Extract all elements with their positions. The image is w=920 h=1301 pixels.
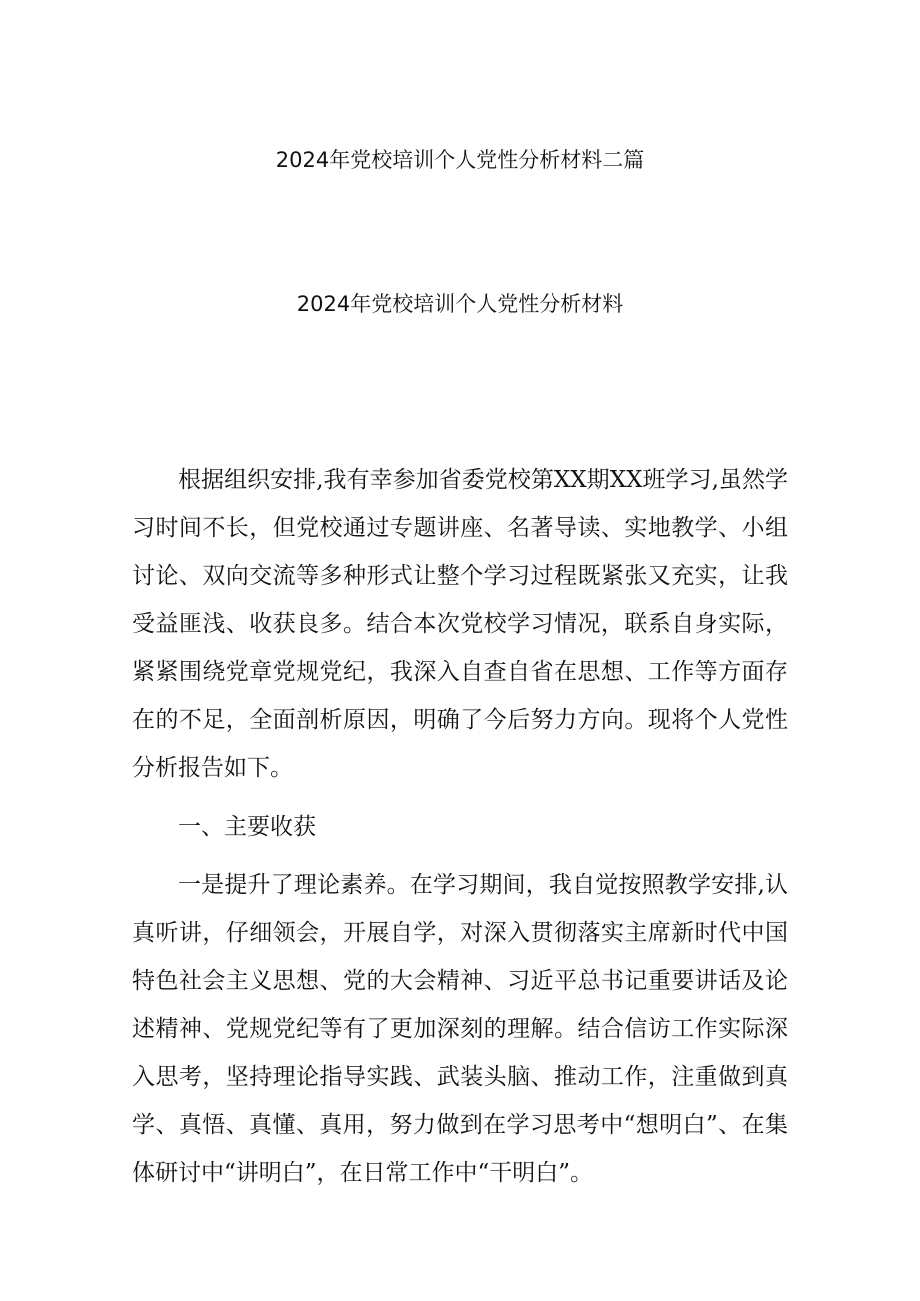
intro-paragraph: 根据组织安排,我有幸参加省委党校第XX期XX班学习,虽然学习时间不长，但党校通过专题讲座、名著导读、实地教学、小组讨论、双向交流等多种形式让整个学习过程既紧张又充实，让我受益匪浅、收获良多。结合本次党校学习情况，联系自身实际，紧紧围绕党章党规党纪，我深入自查自省在思想、工作等方面存在的不足，全面剖析原因，明确了今后努力方向。现将个人党性分析报告如下。 xyxy=(132,467,788,781)
theory-paragraph: 一是提升了理论素养。在学习期间，我自觉按照教学安排,认真听讲，仔细领会，开展自学，对深入贯彻落实主席新时代中国特色社会主义思想、党的大会精神、习近平总书记重要讲话及论述精神、党规党纪等有了更加深刻的理解。结合信访工作实际深入思考，坚持理论指导实践、武装头脑、推动工作，注重做到真学、真悟、真懂、真用，努力做到在学习思考中“想明白”、在集体研讨中“讲明白”，在日常工作中“干明白”。 xyxy=(132,872,788,1186)
document-subtitle: 2024年党校培训个人党性分析材料 xyxy=(296,292,624,316)
section-heading-main-gains: 一、主要收获 xyxy=(178,814,316,840)
document-title: 2024年党校培训个人党性分析材料二篇 xyxy=(275,148,645,172)
